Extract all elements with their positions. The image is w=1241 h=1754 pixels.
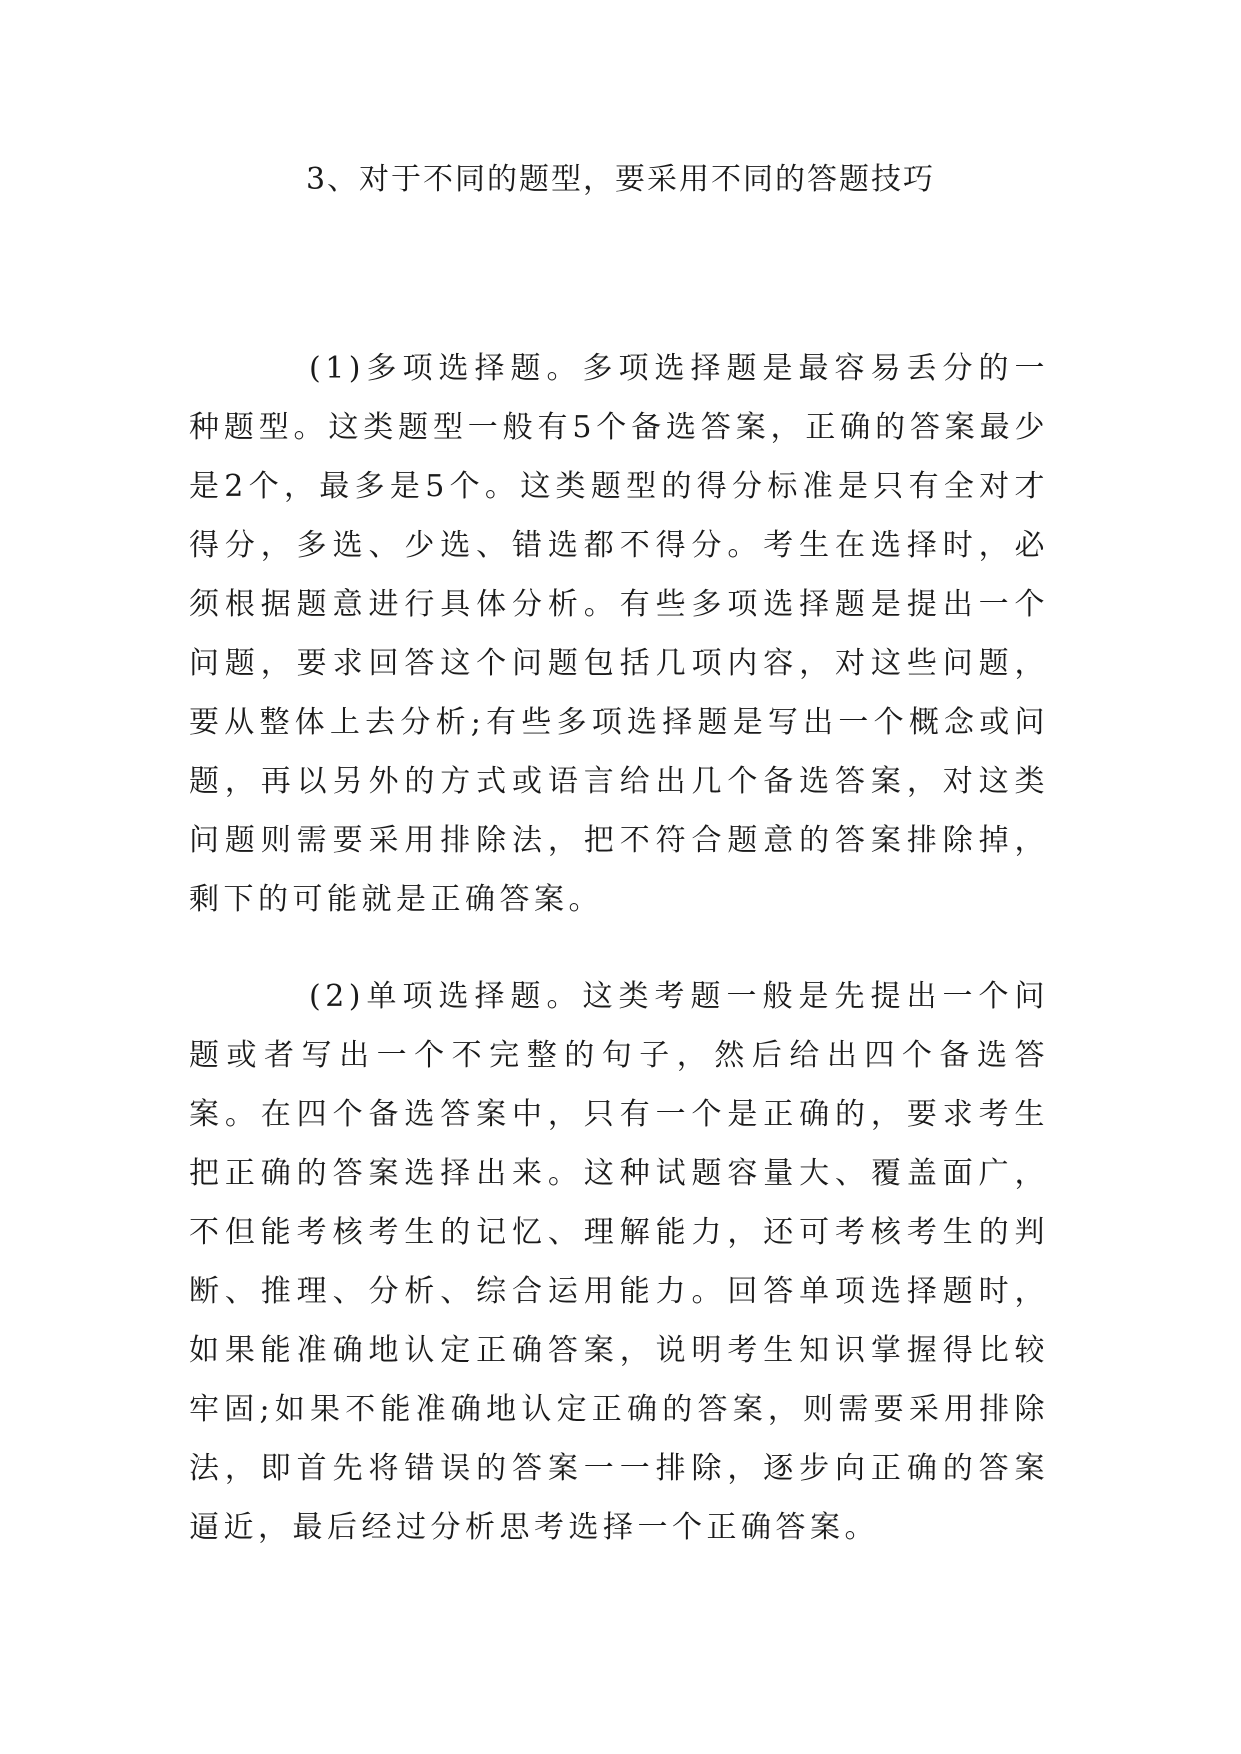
section-heading: 3、对于不同的题型，要采用不同的答题技巧	[305, 162, 936, 197]
paragraph-multiple-choice: (1)多项选择题。多项选择题是最容易丢分的一种题型。这类题型一般有5个备选答案，正确的答案最少是2个，最多是5个。这类题型的得分标准是只有全对才得分，多选、少选、错选都不得分。考生在选择时，必须根据题意进行具体分析。有些多项选择题是提出一个问题，要求回答这个问题包括几项内容，对这些问题，要从整体上去分析;有些多项选择题是写出一个概念或问题，再以另外的方式或语言给出几个备选答案，对这类问题则需要采用排除法，把不符合题意的答案排除掉，剩下的可能就是正确答案。	[189, 351, 1049, 917]
paragraph-single-choice: (2)单项选择题。这类考题一般是先提出一个问题或者写出一个不完整的句子，然后给出四个备选答案。在四个备选答案中，只有一个是正确的，要求考生把正确的答案选择出来。这种试题容量大、覆盖面广，不但能考核考生的记忆、理解能力，还可考核考生的判断、推理、分析、综合运用能力。回答单项选择题时，如果能准确地认定正确答案，说明考生知识掌握得比较牢固;如果不能准确地认定正确的答案，则需要采用排除法，即首先将错误的答案一一排除，逐步向正确的答案逼近，最后经过分析思考选择一个正确答案。	[189, 979, 1049, 1545]
